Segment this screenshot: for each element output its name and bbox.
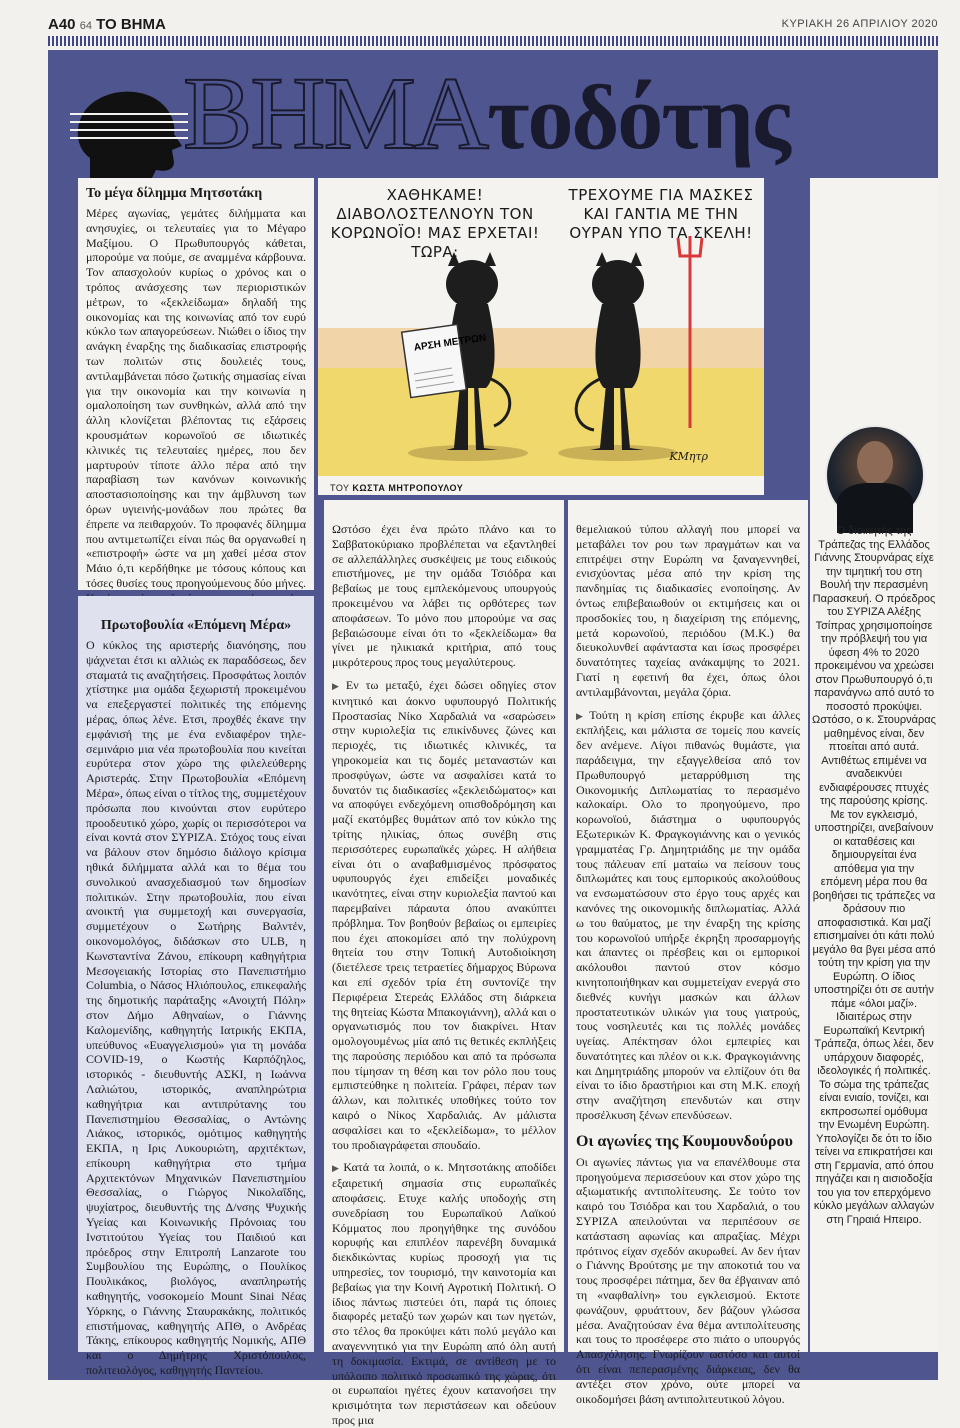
paragraph: Εν τω μεταξύ, έχει δώσει οδηγίες στον κινητικό και άοκνο υφυπουργό Πολιτικής Προστασίας Νίκο Χαρδαλιά να «σαρώσει» στην κυριολεξία τις επικίνδυνες ζώνες και περιοχές, τις ιδιωτικές κλινικές, τα γηροκομεία και τις δομές μεταναστών και προσφύγων, ώστε να ασφαλίσει κατά το δυνατόν τις διαδικασίες «ξεκλειδώματος» και να αποφύγει ενδεχόμενη οπισθοδρόμηση και μαζί εκατόμβες θυμάτων από τον κύκλο της τρίτης ηλικίας, όπως συνέβη στις περισσότερες ευρωπαϊκές χώρες. Η αλήθεια είναι ότι ο αναβαθμισμένος πρόσφατος υφυπουργός έχει επιδείξει μοναδικές ικανότητες, είναι στην κυριολεξία παντού και παρεμβαίνει πάραυτα όπου ανακύπτει πρόβλημα. Τον βοηθούν βεβαίως οι εμπειρίες που έχει αποκομίσει από την πολύχρονη θητεία του στην Τοπική Αυτοδιοίκηση (διετέλεσε τρεις τετραετίες δήμαρχος Βύρωνα και επί σχεδόν τρία έτη συντονίζε την Περιφέρεια Στερεάς Ελλάδος στη διάρκεια της θητείας Κώστα Μπακογιάννη), αλλά και ο οργανωτισμός που τον διακρίνει. Ηταν ομολογουμένως μία από τις θετικές εκπλήξεις της παρούσης περιόδου και από τα πρόσωπα που τίμησαν τη θέση και τον ρόλο που τους εμπιστεύθηκε η πολιτεία. Γράφει, πέραν των άλλων, και πολιτικές υποθήκες τούτο τον καιρό ο Νίκος Χαρδαλιάς. Αν μάλιστα ασφαλίσει και το «ξεκλείδωμα», το μέλλον του προδιαγράφεται σπουδαίο. xyxy=(332,677,556,1152)
title-lower: τοδότης xyxy=(487,66,789,168)
subheading-koumoundourou: Οι αγωνίες της Κουμουνδούρου xyxy=(576,1132,793,1150)
bubble-right: ΤΡΕΧΟΥΜΕ ΓΙΑ ΜΑΣΚΕΣ ΚΑΙ ΓΑΝΤΙΑ ΜΕ ΤΗΝ ΟΥΡΑΝ ΥΠΟ ΤΑ ΣΚΕΛΗ! xyxy=(568,186,754,242)
header-rule xyxy=(48,36,938,46)
paragraph: Ωστόσο έχει ένα πρώτο πλάνο και το Σαββατοκύριακο προβλέπεται να εξαντληθεί σε αλλεπάλληλες συσκέψεις με τους ειδικούς επιστήμονες, με την ομάδα Τσιόδρα και βεβαίως με τους εμπλεκόμενους υπουργούς προκειμένου να λάβει τις ορθότερες των αποφάσεων. Το μόνο που μπορούμε να σας βεβαιώσουμε είναι ότι το «ξεκλείδωμα» θα γίνει με ηλικιακά κριτήρια, από τους μικρότερους προς τους μεγαλύτερους. xyxy=(332,522,556,670)
page-label: A40 64 ΤΟ ΒΗΜΑ xyxy=(48,16,166,33)
sidebar-caption: Ο διοικητής της Τράπεζας της Ελλάδος Γιάννης Στουρνάρας είχε την τιμητική του στη Βουλή την περασμένη Παρασκευή. Ο πρόεδρος του ΣΥΡΙΖΑ Αλέξης Τσίπρας χρησιμοποίησε την πρόβλεψή του για ύφεση 4% το 2020 προκειμένου να χρεώσει στον Πρωθυπουργό ό,τι παρανάγνω από αυτό το ποσοστό προκύψει. Ωστόσο, ο κ. Στουρνάρας μαθημένος είναι, δεν πτοείται από αυτά. Αντιθέτως επιμένει να αναδεικνύει ενδιαφέρουσες πτυχές της παρούσης κρίσης. Με τον εγκλεισμό, υποστηρίζει, ανεβαίνουν οι καταθέσεις και δημιουργείται ένα απόθεμα για την επόμενη μέρα που θα βοηθήσει τις τράπεζες να δράσουν πιο αποφασιστικά. Και μαζί επισημαίνει ότι κάτι πολύ μεγάλο θα βγει μέσα από τούτη την κρίση για την Ευρώπη. Ο ίδιος υποστηρίζει ότι σε αυτήν πάμε «όλοι μαζί». Ιδιαιτέρως στην Ευρωπαϊκή Κεντρική Τράπεζα, όπως λέει, δεν υπάρχουν διαφορές, ιδεολογικές ή πολιτικές. Το σώμα της τράπεζας είναι ενιαίο, τονίζει, και εκπροσωπεί ομόθυμα την Ενωμένη Ευρώπη. Υπολογίζει δε ότι το ίδιο τείνει να επικρατήσει και στη Γερμανία, από όπου πηγάζει και η αισιοδοξία του για τον επερχόμενο κύκλο μεγάλων αλλαγών στη Γηραιά Ηπειρο. xyxy=(812,525,936,1226)
arrow-icon: ▶ xyxy=(332,680,343,691)
article-next-day xyxy=(78,596,314,1378)
column-title xyxy=(183,56,789,171)
governor-photo xyxy=(825,425,925,525)
cartoon-signature: ΚΜητρ xyxy=(669,450,708,463)
column-banner xyxy=(48,50,938,178)
issue-date: ΚΥΡΙΑΚΗ 26 ΑΠΡΙΛΙΟΥ 2020 xyxy=(781,18,938,30)
cartoonist-name: ΚΩΣΤΑ ΜΗΤΡΟΠΟΥΛΟΥ xyxy=(352,483,464,493)
arrow-icon: ▶ xyxy=(332,1163,341,1174)
paragraph: Οι αγωνίες πάντως για να επανέλθουμε στα προηγούμενα περισσεύουν και στον χώρο της αξιωματικής αντιπολίτευσης. Σε τούτο τον καιρό του Τσιόδρα και του Χαρδαλιά, ο του ΣΥΡΙΖΑ απειλούνται να περιπέσουν σε κατάσταση αφωνίας και απραξίας. Μέχρι πρότινος είχαν σχεδόν ακυρωθεί. Αν δεν ήταν ο Γιάννης Βρούτσης με την αποκοτιά του να τους προσφέρει πάτημα, δεν θα έβγαιναν από τη «ναφθαλίνη» του εγκλεισμού. Εκτοτε φωνάζουν, φρυάττουν, δεν βάζουν γλώσσα μέσα. Αναζητούσαν ένα θέμα αντιπολίτευσης και τους το προσέφερε στο πιάτο ο υπουργός Απασχόλησης. Γνωρίζουν ωστόσο και αυτοί ότι είναι πεπερασμένης διάρκειας, δεν θα αντέξει στον χρόνο, ούτε μπορεί να οικοδομήσει βάση αντιπολιτευτικού λόγου. xyxy=(576,1154,800,1406)
cartoon-sign: ΑΡΣΗ ΜΕΤΡΩΝ xyxy=(413,332,487,354)
paragraph: Τούτη η κρίση επίσης έκρυβε και άλλες εκπλήξεις, και μάλιστα σε τομείς που κανείς δεν ανέμενε. Λίγοι πιθανώς θυμάστε, για παράδειγμα, την εξαγγελθείσα από τον Πρωθυπουργό μεταρρύθμιση της Οικονομικής Διπλωματίας το περασμένο καλοκαίρι. Ολο το προηγούμενο, προ κορωνοϊού, διάστημα ο υφυπουργός Εξωτερικών Κ. Φραγκογιάννης και ο γενικός γραμματέας Γρ. Δημητριάδης με την ομάδα τους πάλευαν επί ματαίω να πείσουν τους διπλωμάτες και τους εμπορικούς ακολούθους να ενσωματώσουν στο έργο τους αρχές και κανόνες της οικονομικής διπλωματίας. Αλλά ω του θαύματος, με την έναρξη της κρίσης του κορωνοϊού υπήρξε έκρηξη προσαρμογής και άπαντες οι πρέσβεις και οι εμπορικοί ακόλουθοι παντού στον κόσμο κινητοποιήθηκαν και συμμετείχαν ενεργά στο διεθνές κυνήγι μασκών και άλλων προστατευτικών υλικών για τους γιατρούς, τους νοσηλευτές και τις πολλές μονάδες υγείας. Απέκτησαν όλοι εμπειρίες και δυνατότητες και πλέον οι κ.κ. Φραγκογιάννης και Δημητριάδης μπορούν να ελπίζουν ότι θα είναι το ίδιο δραστήριοι και στη Μ.Κ. εποχή στην αναζήτηση επενδυτών και στην προσέλκυση ξένων επενδύσεων. xyxy=(576,707,801,1123)
article-economic-diplomacy xyxy=(568,500,808,1406)
bubble-left: ΧΑΘΗΚΑΜΕ! ΔΙΑΒΟΛΟΣΤΕΛΝΟΥΝ ΤΟΝ ΚΟΡΩΝΟΪΟ! ΜΑΣ ΕΡΧΕΤΑΙ! ΤΩΡΑ; xyxy=(330,186,540,261)
title-caps: ΒΗΜΑ xyxy=(183,56,488,171)
head-profile-icon xyxy=(70,88,188,182)
page-number: 64 xyxy=(79,20,92,32)
article-hardalias xyxy=(324,500,564,1428)
article-dilemma-body: Μέρες αγωνίας, γεμάτες διλήμματα και ανησυχίες, οι τελευταίες για το Μέγαρο Μαξίμου. Ο Πρωθυπουργός κάθεται, μπορούμε να πούμε, σε αναμμένα κάρβουνα. Τον απασχολούν κυρίως ο χρόνος και ο τρόπος ανάσχεσης των περιοριστικών μέτρων, το «ξεκλείδωμα» δηλαδή της οικονομίας και της κοινωνίας από τον ευρύ κύκλο των απαγορεύσεων. Νιώθει ο ίδιος την ανάγκη έναρξης της διαδικασίας επιστροφής των πολιτών στις δουλειές τους, αντιλαμβάνεται πόσο ζωτικής σημασίας είναι για την οικονομία και την κοινωνία η ομαλοποίηση των συνθηκών, αλλά από την άλλη κλονίζεται βλέποντας τις εξάρσεις κρουσμάτων κορωνοϊού σε ιδιωτικές κλινικές τις τελευταίες ημέρες, που δεν μαρτυρούν τίποτε άλλο πέρα από την παραβίαση των κανόνων κοινωνικής αποστασιοποίησης και την άμβλυνση των όρων υγιεινής-μονάδων που πρώτες θα έπρεπε να πειθαρχούν. Το προφανές δίλημμα που αντιμετωπίζει είναι πώς θα οργανωθεί η «επιστροφή» ώστε να μη χαθεί μέσα στον Μάιο ό,τι κερδήθηκε με τόσους κόπους και τόσες θυσίες τους προηγούμενους δύο μήνες. xyxy=(86,206,306,590)
paragraph: Κατά τα λοιπά, ο κ. Μητσοτάκης αποδίδει εξαιρετική σημασία στις ευρωπαϊκές αποφάσεις. Ετυχε καλής υποδοχής στη συνεδρίαση του Ευρωπαϊκού Λαϊκού Κόμματος που προηγήθηκε της συνόδου κορυφής και επιπλέον παρενέβη δυναμικά διεκδικώντας κυρίως προσοχή για τις υπηρεσίες, τον τουρισμό, την καινοτομία και βεβαίως για την Κοινή Αγροτική Πολιτική. Ο ίδιος πάντως πιστεύει ότι, παρά τις όποιες διαφορές μεταξύ των χωρών και των ηγετών, στο τέλος θα προκύψει κάτι πολύ μεγάλο και αναγεννητικό για την Ευρώπη από όλη αυτή τη δοκιμασία. Εκτιμά, σε αντίθεση με το υπόλοιπο πολιτικό προσωπικό της χώρας, ότι οι ευρωπαίοι ηγέτες έχουν κατανοήσει την κρισιμότητα των περιστάσεων και οδεύουν προς μια xyxy=(332,1160,556,1428)
paper-name: ΤΟ ΒΗΜΑ xyxy=(96,16,166,33)
cartoon xyxy=(318,178,764,495)
face-shape xyxy=(857,441,893,485)
article-dilemma xyxy=(78,178,314,590)
article-next-day-title: Πρωτοβουλία «Επόμενη Μέρα» xyxy=(100,618,292,633)
article-dilemma-title: Το μέγα δίλημμα Μητσοτάκη xyxy=(86,186,263,201)
article-next-day-body: Ο κύκλος της αριστερής διανόησης, που ψάχνεται έτσι κι αλλιώς εκ παραδόσεως, δεν σταματά τις αναζητήσεις. Προσφάτως λοιπόν χτίστηκε μια ομάδα ξεχωριστή προκειμένου να επεξεργαστεί πολιτικές της επόμενης μέρας, όπως λένε. Ετσι, προχθές έκανε την εμφάνισή της με ένα ενδιαφέρον τηλε-σεμινάριο μια νέα πρωτοβουλία που κινείται ευρύτερα στον χώρο της φιλελεύθερης Αριστεράς. Στην Πρωτοβουλία «Επόμενη Μέρα», όπως είναι ο τίτλος της, συμμετέχουν πρόσωπα που κινούνται στον ευρύτερο προοδευτικό χώρο, χωρίς οι περισσότεροι να είναι κοντά στον ΣΥΡΙΖΑ. Στόχος τους είναι να βάλουν στον δημόσιο διάλογο κρίσιμα ηθικά διλήμματα αλλά και το θέμα του συνολικού ανασχεδιασμού των δημοσίων πολιτικών. Στην πρωτοβουλία, που είναι ανοικτή για συμμετοχή και συνεργασία, συμμετέχουν ο Σωτήρης Βαλντέν, οικονομολόγος, διδάσκων στο ULB, η Κωνσταντίνα Ζάνου, επίκουρη καθηγήτρια Μεσογειακής Ιστορίας στο Πανεπιστήμιο Columbia, ο Νάσος Ηλιόπουλος, επικεφαλής της δημοτικής παράταξης «Ανοιχτή Πόλη» στον Δήμο Αθηναίων, ο Γιάννης Καλομενίδης, καθηγητής Ιατρικής ΕΚΠΑ, υπεύθυνος «Ευαγγελισμού» για τη μονάδα COVID-19, ο Κωστής Καρπόζηλος, ιστορικός - διευθυντής ΑΣΚΙ, η Ιωάννα Λαλιώτου, ιστορικός, αναπληρώτρια καθηγήτρια και αντιπρύτανης του Πανεπιστημίου Θεσσαλίας, ο Αντώνης Λιάκος, ιστορικός, ομότιμος καθηγητής ΕΚΠΑ, η Ιρις Λυκουριώτη, αρχιτέκτων, επίκουρη καθηγήτρια στο τμήμα Αρχιτεκτόνων Μηχανικών Πανεπιστημίου Θεσσαλίας, ο Γιώργος Νικολαΐδης, ψυχίατρος, διευθυντής της Δ/νσης Ψυχικής Υγείας και Κοινωνικής Πρόνοιας του Ινστιτούτου Υγείας του Παιδιού και πρόεδρος στην Επιτροπή Lanzarote του Συμβουλίου της Ευρώπης, ο Πουλίκος Πουλικάκος, βιολόγος, αναπληρωτής καθηγητής, νοσοκομείο Mount Sinai Νέας Υόρκης, ο Γιάννης Σταυρακάκης, πολιτικός επιστήμονας, καθηγητής ΑΠΘ, ο Ανδρέας Τάκης, επίκουρος καθηγητής Νομικής, ΑΠΘ και ο Δημήτρης Χριστόπουλος, πολιτειολόγος, καθηγητής Παντείου. xyxy=(86,638,306,1378)
page-header xyxy=(48,14,938,36)
paragraph: θεμελιακού τύπου αλλαγή που μπορεί να μεταβάλει τον ρου των πραγμάτων και να επιτρέψει στην Ευρώπη να ξαναγεννηθεί, ενισχύοντας μέσα από την κρίση της πανδημίας τις διαδικασίες ενοποίησης. Αν όντως επιβεβαιωθούν οι εκτιμήσεις και οι προσδοκίες του, η διαχείριση της επόμενης, μετά κορωνοϊού, περιόδου (Μ.Κ.) θα διευκολυνθεί αφάνταστα και ίσως προσφέρει δυνατότητες ταχείας ανάκαμψης το 2021. Γιατί η εφετινή θα έχει, όπως όλοι αντιλαμβάνονται, μεγάλα ζόρια. xyxy=(576,522,800,699)
cartoon-credit: ΤΟΥ ΚΩΣΤΑ ΜΗΤΡΟΠΟΥΛΟΥ xyxy=(330,483,464,493)
arrow-icon: ▶ xyxy=(576,710,587,721)
